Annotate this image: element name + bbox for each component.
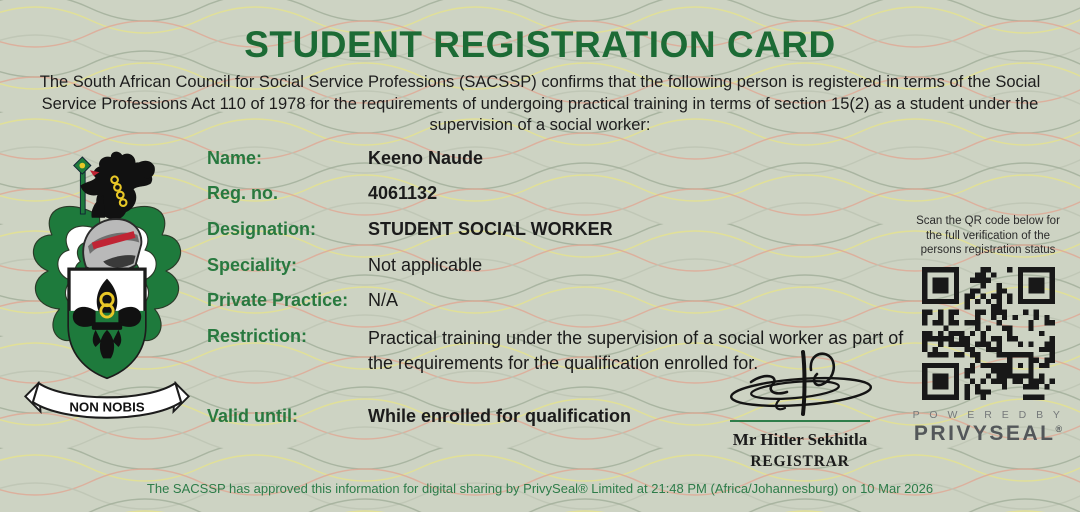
field-row-name [207,148,917,169]
field-row-speciality [207,255,917,276]
field-value: N/A [368,290,399,310]
field-label: Reg. no. [207,183,278,203]
field-value: While enrolled for qualification [368,406,632,426]
powered-by-label: P O W E R E D B Y [912,408,1064,421]
sacssp-crest-logo [12,145,202,435]
field-value: Not applicable [368,255,483,275]
field-label: Name: [207,148,263,168]
page-title: STUDENT REGISTRATION CARD [244,24,836,65]
registered-trademark-mark: ® [1055,423,1063,434]
field-row-reg-no [207,183,917,204]
motto-ribbon [25,383,188,418]
qr-panel [908,214,1068,446]
registrar-name: Mr Hitler Sekhitla [732,430,868,449]
signature-image [723,348,878,418]
field-value: Practical training under the supervision of a social worker as part of the requirements for the qualification enrolled for. [368,328,904,373]
field-value: 4061132 [368,183,438,203]
qr-code [922,267,1055,400]
field-label: Restriction: [207,326,308,346]
privyseal-brand [908,422,1068,446]
field-label: Valid until: [207,406,299,426]
intro-text: The South African Council for Social Service Professions (SACSSP) confirms that the following person is registered in terms of the Social Service Professions Act 110 of 1978 for the requirements of undergoing practical training in terms of section 15(2) as a student under the supervision of a social worker: [39,73,1041,134]
registrar-title: REGISTRAR [750,453,850,470]
qr-caption: Scan the QR code below for the full verification of the persons registration status [916,215,1060,256]
field-row-private-practice [207,290,917,311]
field-value: Keeno Naude [368,148,484,168]
field-row-designation [207,219,917,240]
field-label: Designation: [207,219,317,239]
field-label: Private Practice: [207,290,349,310]
crest-shield [69,269,145,377]
field-value: STUDENT SOCIAL WORKER [368,219,613,239]
footer-note: The SACSSP has approved this information for digital sharing by PrivySeal® Limited at 21:48 PM (Africa/Johannesburg) on 10 Mar 2026 [146,481,934,496]
signature-line [730,420,870,422]
field-label: Speciality: [207,255,298,275]
motto-text: NON NOBIS [69,399,145,415]
privyseal-wordmark: PRIVYSEAL [913,421,1056,445]
